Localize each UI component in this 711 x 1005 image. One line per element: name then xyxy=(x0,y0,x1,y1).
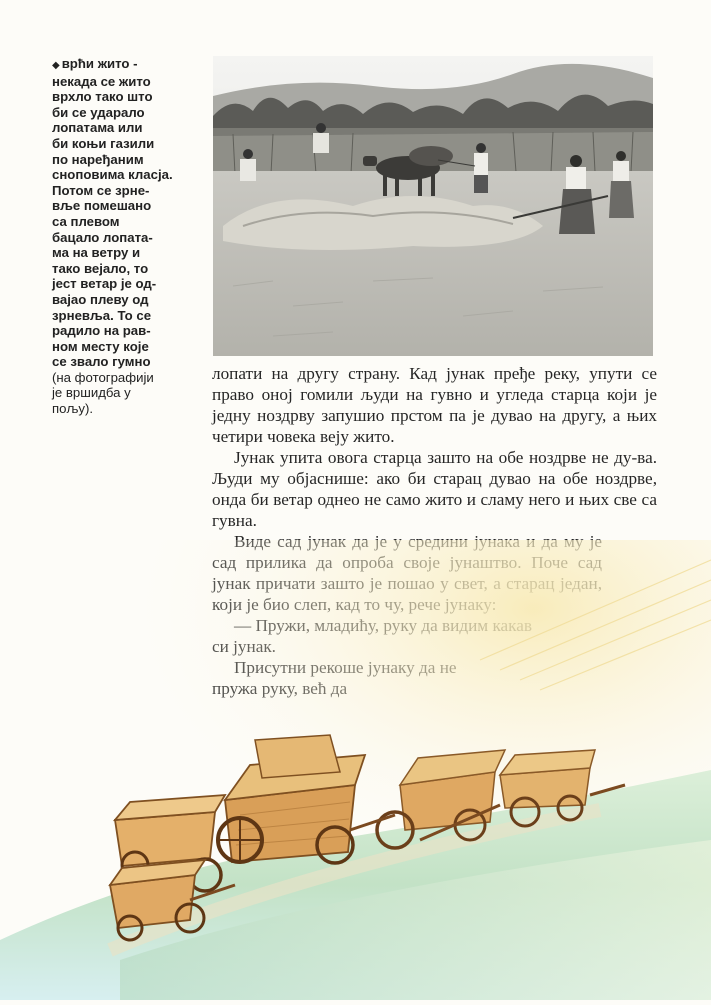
caption-line: по нарeђаним xyxy=(52,151,144,167)
caption-line: тако вејало, то xyxy=(52,260,149,276)
paragraph: Јунак упита овога старца зашто на обе ноздрве не ду-ва. Људи му објаснише: ако би старац дувао на обе ноздрве, онда би ветар однео не само жито и сламу него и њих све са гувна. xyxy=(212,448,657,530)
caption-line: Потом се зрне- xyxy=(52,182,150,198)
caption-line: са плевом xyxy=(52,213,120,229)
carts-illustration xyxy=(0,540,711,1000)
caption-line: лопатама или xyxy=(52,120,143,136)
sidebar-caption xyxy=(52,56,202,417)
caption-line: би се ударало xyxy=(52,104,145,120)
caption-note-line: (на фотографији xyxy=(52,369,154,385)
caption-note-line: пољу). xyxy=(52,401,94,417)
carts-illustration-image xyxy=(0,540,711,1000)
caption-line: некада се жито xyxy=(52,73,151,89)
caption-line: се звало xyxy=(52,354,109,370)
caption-line: радило на рав- xyxy=(52,323,151,339)
caption-line: би коњи газили xyxy=(52,135,155,151)
caption-term: гумно xyxy=(112,354,151,370)
threshing-photo-image xyxy=(213,56,653,356)
caption-line: врхло тако што xyxy=(52,89,153,105)
diamond-bullet-icon: ◆ xyxy=(52,60,60,71)
caption-line: бацало лопата- xyxy=(52,229,153,245)
caption-line: вајао плеву од xyxy=(52,291,149,307)
threshing-photo xyxy=(213,56,653,356)
caption-line: јест ветар је од- xyxy=(52,276,157,292)
caption-line: вље помешано xyxy=(52,198,152,214)
caption-line: ма на ветру и xyxy=(52,245,141,261)
paragraph: лопати на другу страну. Кад јунак пређе реку, упути се право оној гомили људи на гувно и угледа старца који је једну ноздрву запушио прстом па је дувао на другу, а њих четири човека веју жито. xyxy=(212,364,657,446)
caption-line: ном месту које xyxy=(52,338,149,354)
caption-note-line: је вршидба у xyxy=(52,385,131,401)
caption-line: сноповима класја. xyxy=(52,167,173,183)
caption-line: зрневља. То се xyxy=(52,307,152,323)
caption-title: врћи жито - xyxy=(61,56,138,71)
